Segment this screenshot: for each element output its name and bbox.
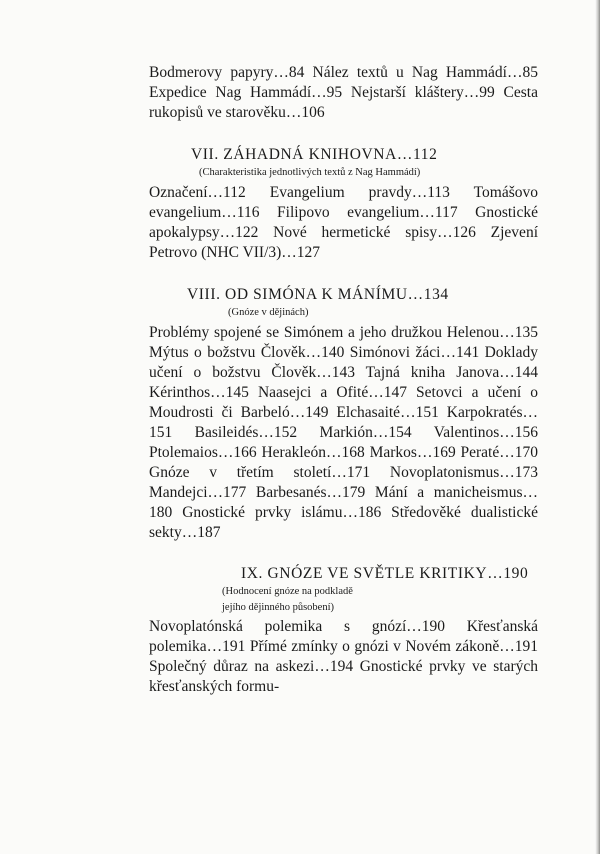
chapter-subtitle-line-1: (Hodnocení gnóze na podkladě (222, 586, 353, 597)
chapter-title: VII. ZÁHADNÁ KNIHOVNA…112 (191, 146, 438, 163)
intro-entries: Bodmerovy papyry…84 Nález textů u Nag Hammádí…85 Expedice Nag Hammádí…95 Nejstarší kláštery…99 Cesta rukopisů ve starověku…106 (149, 64, 538, 121)
chapter-subtitle-line-2: jejího dějinného působení) (222, 602, 334, 613)
chapter-7 (149, 145, 538, 263)
chapter-entries: Označení…112 Evangelium pravdy…113 Tomášovo evangelium…116 Filipovo evangelium…117 Gnostické apokalypsy…122 Nové hermetické spisy…126 Zjevení Petrovo (NHC VII/3)…127 (149, 184, 538, 261)
table-of-contents (149, 63, 538, 697)
chapter-entries: Problémy spojené se Simónem a jeho družkou Helenou…135 Mýtus o božstvu Člověk…140 Simónovi žáci…141 Doklady učení o božstvu Člověk…143 Tajná kniha Janova…144 Kérinthos…145 Naasejci a Ofité…147 Setovci a učení o Moudrosti či Barbeló…149 Elchasaité…151 Karpokratés…151 Basileidés…152 Markión…154 Valentinos…156 Ptolemaios…166 Herakleón…168 Markos…169 Peraté…170 Gnóze v třetím století…171 Novoplatonismus…173 Mandejci…177 Barbesanés…179 Mání a manicheismus…180 Gnostické prvky islámu…186 Středověké dualistické sekty…187 (149, 324, 538, 541)
chapter-title: IX. GNÓZE VE SVĚTLE KRITIKY…190 (241, 565, 529, 582)
page-edge-shadow (595, 0, 600, 854)
chapter-entries: Novoplatónská polemika s gnózí…190 Křesťanská polemika…191 Přímé zmínky o gnózi v Novém zákoně…191 Společný důraz na askezi…194 Gnostické prvky ve starých křesťanských formu- (149, 618, 538, 695)
chapter-title: VIII. OD SIMÓNA K MÁNÍMU…134 (187, 286, 449, 303)
chapter-subtitle: (Charakteristika jednotlivých textů z Nag Hammádí) (199, 167, 421, 178)
chapter-9 (149, 564, 538, 697)
chapter-subtitle: (Gnóze v dějinách) (228, 307, 309, 318)
chapter-8 (149, 285, 538, 543)
